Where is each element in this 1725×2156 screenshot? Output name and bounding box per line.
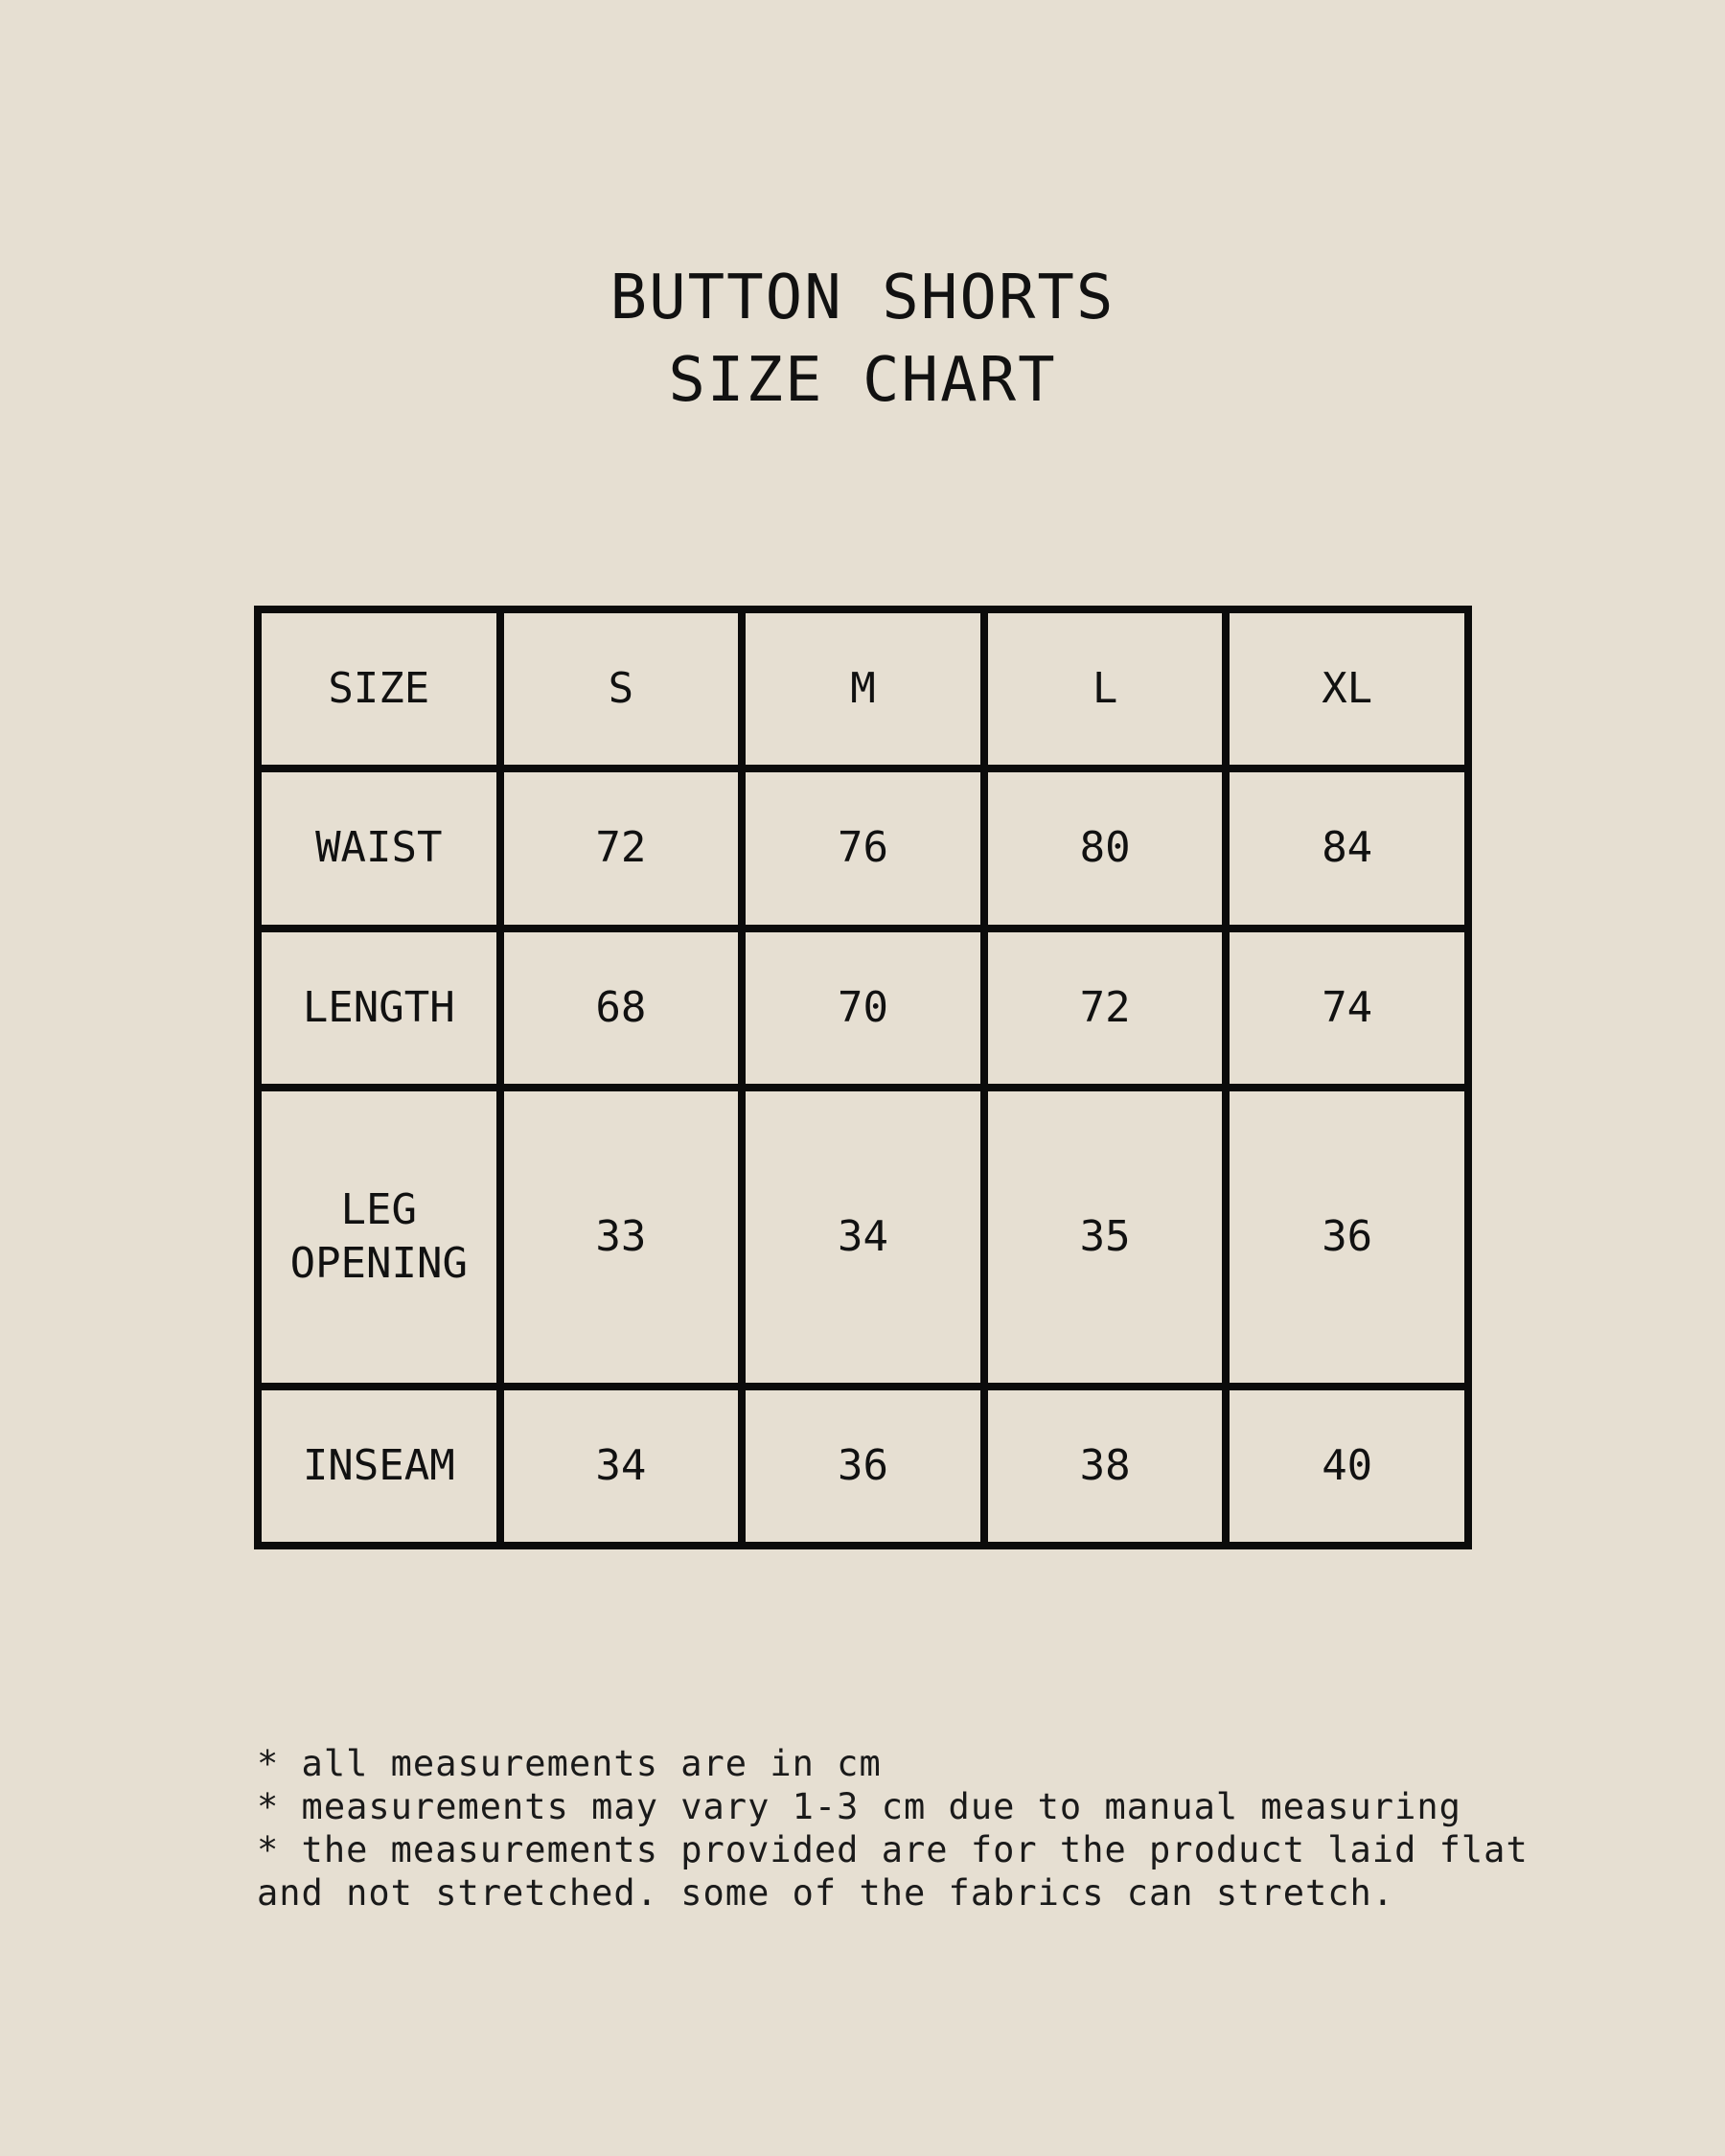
table-cell: 74 — [1226, 929, 1468, 1088]
row-label-waist: WAIST — [258, 768, 500, 928]
table-row-waist — [258, 768, 1468, 928]
header-cell-l: L — [984, 609, 1227, 768]
header-cell-xl: XL — [1226, 609, 1468, 768]
table-row-length — [258, 929, 1468, 1088]
table-header-row — [258, 609, 1468, 768]
table-cell: 76 — [742, 768, 984, 928]
row-label-length: LENGTH — [258, 929, 500, 1088]
table-cell: 80 — [984, 768, 1227, 928]
table-cell: 70 — [742, 929, 984, 1088]
table-cell: 35 — [984, 1088, 1227, 1387]
row-label-inseam: INSEAM — [258, 1387, 500, 1546]
table-cell: 34 — [500, 1387, 743, 1546]
row-label-leg-opening: LEG OPENING — [258, 1088, 500, 1387]
table-row-inseam — [258, 1387, 1468, 1546]
table-cell: 36 — [1226, 1088, 1468, 1387]
header-cell-m: M — [742, 609, 984, 768]
table-cell: 38 — [984, 1387, 1227, 1546]
note-line: * all measurements are in cm — [257, 1743, 882, 1784]
table-cell: 72 — [984, 929, 1227, 1088]
title-line-2: SIZE CHART — [668, 345, 1057, 416]
size-chart-table — [254, 606, 1472, 1549]
table-cell: 84 — [1226, 768, 1468, 928]
note-line: * the measurements provided are for the product laid flat — [257, 1829, 1529, 1870]
note-line: and not stretched. some of the fabrics can stretch. — [257, 1872, 1395, 1914]
note-line: * measurements may vary 1-3 cm due to manual measuring — [257, 1786, 1461, 1827]
header-cell-size: SIZE — [258, 609, 500, 768]
header-cell-s: S — [500, 609, 743, 768]
table-cell: 40 — [1226, 1387, 1468, 1546]
table-cell: 33 — [500, 1088, 743, 1387]
table-cell: 34 — [742, 1088, 984, 1387]
table-row-leg-opening — [258, 1088, 1468, 1387]
table-cell: 36 — [742, 1387, 984, 1546]
title-line-1: BUTTON SHORTS — [610, 263, 1116, 333]
table-cell: 72 — [500, 768, 743, 928]
page-title — [0, 257, 1725, 422]
table-cell: 68 — [500, 929, 743, 1088]
measurement-notes — [257, 1742, 1529, 1915]
